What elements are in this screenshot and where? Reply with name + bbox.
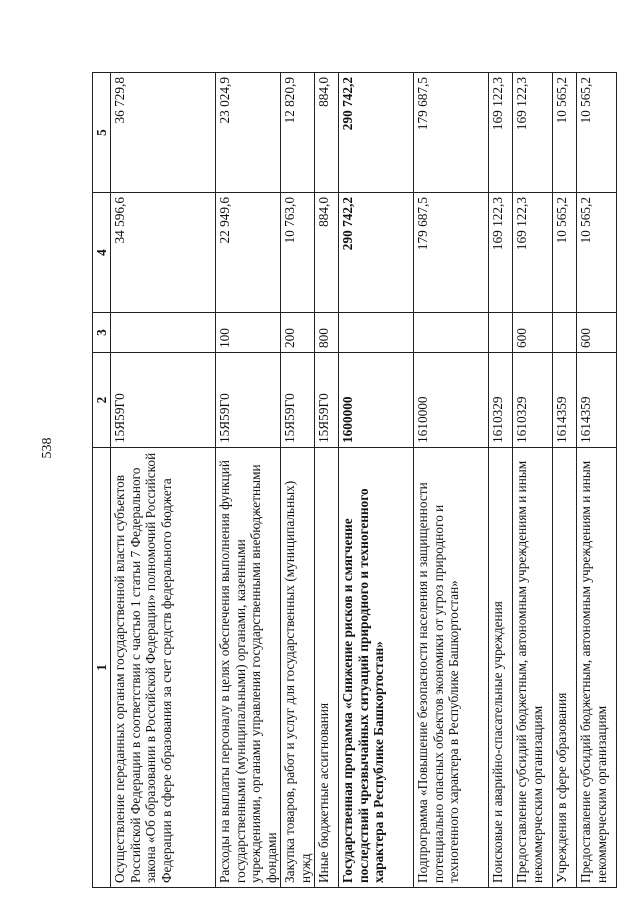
row-value-1: 10 565,2 [577, 193, 617, 313]
table-row [281, 73, 315, 888]
row-code: 1614359 [577, 353, 617, 448]
table-row [489, 73, 513, 888]
row-kvr: 600 [577, 313, 617, 353]
row-value-2: 12 820,9 [281, 73, 315, 193]
row-value-2: 290 742,2 [339, 73, 414, 193]
row-value-2: 23 024,9 [216, 73, 281, 193]
row-name: Государственная программа «Снижение рисков и смягчение последствий чрезвычайных ситуаций природного и техногенного характера в Республике Башкортостан» [339, 448, 414, 888]
table-row [513, 73, 553, 888]
row-name: Закупка товаров, работ и услуг для государственных (муниципальных) нужд [281, 448, 315, 888]
row-code: 15Я59Г0 [216, 353, 281, 448]
table-row [339, 73, 414, 888]
rotated-page [92, 73, 609, 888]
row-value-2: 36 729,8 [111, 73, 216, 193]
row-code: 1610329 [513, 353, 553, 448]
row-kvr: 800 [315, 313, 339, 353]
row-value-1: 884,0 [315, 193, 339, 313]
row-kvr [553, 313, 577, 353]
row-value-1: 169 122,3 [489, 193, 513, 313]
table-row [577, 73, 617, 888]
row-kvr [489, 313, 513, 353]
page-number: 538 [40, 437, 55, 459]
col-header-kvr: 3 [93, 313, 111, 353]
row-name: Расходы на выплаты персоналу в целях обеспечения выполнения функций государственными (муниципальными) органами, казенными учреждениями, органами управления государственными внебюджетными фондами [216, 448, 281, 888]
row-code: 15Я59Г0 [281, 353, 315, 448]
row-name: Иные бюджетные ассигнования [315, 448, 339, 888]
header-row [93, 73, 111, 888]
row-value-1: 179 687,5 [414, 193, 489, 313]
row-kvr [111, 313, 216, 353]
row-value-2: 10 565,2 [553, 73, 577, 193]
row-value-1: 10 763,0 [281, 193, 315, 313]
row-name: Предоставление субсидий бюджетным, автономным учреждениям и иным некоммерческим организациям [513, 448, 553, 888]
row-value-1: 169 122,3 [513, 193, 553, 313]
row-kvr: 600 [513, 313, 553, 353]
row-code: 15Я59Г0 [315, 353, 339, 448]
row-value-1: 34 596,6 [111, 193, 216, 313]
row-kvr: 100 [216, 313, 281, 353]
table-row [315, 73, 339, 888]
row-value-1: 10 565,2 [553, 193, 577, 313]
budget-table [92, 72, 617, 888]
col-header-code: 2 [93, 353, 111, 448]
row-value-1: 22 949,6 [216, 193, 281, 313]
row-code: 1614359 [553, 353, 577, 448]
col-header-name: 1 [93, 448, 111, 888]
row-value-2: 884,0 [315, 73, 339, 193]
row-value-2: 10 565,2 [577, 73, 617, 193]
row-code: 1610329 [489, 353, 513, 448]
table-body [111, 73, 617, 888]
row-code: 1600000 [339, 353, 414, 448]
row-value-2: 169 122,3 [489, 73, 513, 193]
table-row [216, 73, 281, 888]
row-kvr: 200 [281, 313, 315, 353]
row-value-2: 179 687,5 [414, 73, 489, 193]
col-header-value-1: 4 [93, 193, 111, 313]
row-code: 1610000 [414, 353, 489, 448]
table-row [111, 73, 216, 888]
row-name: Осуществление переданных органам государственной власти субъектов Российской Федерации в соответствии с частью 1 статьи 7 Федерального закона «Об образовании в Российской Федерации» полномочий Российской Федерации в сфере образования за счет средств федерального бюджета [111, 448, 216, 888]
col-header-value-2: 5 [93, 73, 111, 193]
row-name: Предоставление субсидий бюджетным, автономным учреждениям и иным некоммерческим организациям [577, 448, 617, 888]
row-code: 15Я59Г0 [111, 353, 216, 448]
row-kvr [414, 313, 489, 353]
row-kvr [339, 313, 414, 353]
row-name: Учреждения в сфере образования [553, 448, 577, 888]
row-name: Подпрограмма «Повышение безопасности населения и защищенности потенциально опасных объектов экономики от угроз природного и техногенного характера в Республике Башкортостан» [414, 448, 489, 888]
table-row [414, 73, 489, 888]
row-value-1: 290 742,2 [339, 193, 414, 313]
table-row [553, 73, 577, 888]
row-name: Поисковые и аварийно-спасательные учреждения [489, 448, 513, 888]
row-value-2: 169 122,3 [513, 73, 553, 193]
